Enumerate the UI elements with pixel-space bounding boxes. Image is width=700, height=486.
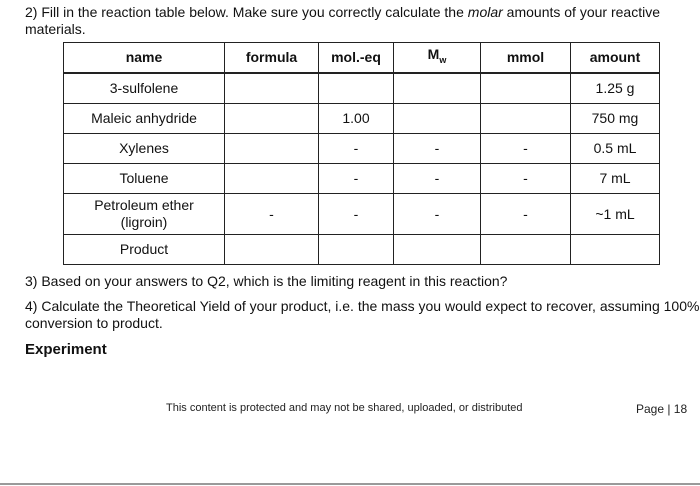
table-row <box>64 194 660 235</box>
question-2-text <box>25 4 695 38</box>
cell-mol-eq: - <box>319 134 394 164</box>
header-name: name <box>64 43 225 74</box>
cell-name: 3-sulfolene <box>64 73 225 104</box>
question-2-prefix: 2) Fill in the reaction table below. Make sure you correctly calculate the <box>25 4 468 20</box>
cell-amount: 750 mg <box>571 104 660 134</box>
cell-amount: 7 mL <box>571 164 660 194</box>
header-mol-eq: mol.-eq <box>319 43 394 74</box>
cell-mw: - <box>394 164 481 194</box>
cell-mmol <box>481 73 571 104</box>
cell-name-line-1: Petroleum ether <box>94 197 194 213</box>
reaction-table <box>63 42 660 265</box>
cell-formula <box>225 104 319 134</box>
cell-formula <box>225 134 319 164</box>
cell-formula <box>225 73 319 104</box>
cell-mw <box>394 235 481 265</box>
cell-amount: ~1 mL <box>571 194 660 235</box>
cell-name: Product <box>64 235 225 265</box>
cell-mmol <box>481 235 571 265</box>
cell-formula: - <box>225 194 319 235</box>
cell-name <box>64 194 225 235</box>
question-4-text: 4) Calculate the Theoretical Yield of your product, i.e. the mass you would expect to recover, assuming 100% conversion to product. <box>25 298 700 331</box>
header-mmol: mmol <box>481 43 571 74</box>
cell-mw: - <box>394 134 481 164</box>
cell-formula <box>225 164 319 194</box>
question-2-emphasis: molar <box>467 4 503 20</box>
cell-mw <box>394 104 481 134</box>
table-row <box>64 73 660 104</box>
question-2-suffix: amounts of your reactive materials. <box>25 4 660 37</box>
page-bottom-divider <box>0 483 700 485</box>
cell-formula <box>225 235 319 265</box>
footer-copyright-note: This content is protected and may not be shared, uploaded, or distributed <box>166 402 523 414</box>
cell-mmol: - <box>481 134 571 164</box>
cell-mol-eq <box>319 235 394 265</box>
cell-mol-eq: - <box>319 164 394 194</box>
page-number: Page | 18 <box>636 402 688 416</box>
header-amount: amount <box>571 43 660 74</box>
cell-mmol: - <box>481 194 571 235</box>
table-header-row <box>64 43 660 74</box>
table-row <box>64 134 660 164</box>
cell-mmol <box>481 104 571 134</box>
cell-mw: - <box>394 194 481 235</box>
cell-amount: 0.5 mL <box>571 134 660 164</box>
cell-amount <box>571 235 660 265</box>
table-row <box>64 235 660 265</box>
question-3-text: 3) Based on your answers to Q2, which is the limiting reagent in this reaction? <box>25 273 508 289</box>
cell-mol-eq <box>319 73 394 104</box>
cell-name: Xylenes <box>64 134 225 164</box>
header-mw-subscript: w <box>439 54 447 65</box>
table-row <box>64 104 660 134</box>
table-row <box>64 164 660 194</box>
header-formula: formula <box>225 43 319 74</box>
header-mw-main: M <box>427 46 440 63</box>
cell-name: Toluene <box>64 164 225 194</box>
cell-name: Maleic anhydride <box>64 104 225 134</box>
cell-name-line-2: (ligroin) <box>120 214 168 230</box>
header-molecular-weight <box>394 43 481 74</box>
cell-amount: 1.25 g <box>571 73 660 104</box>
cell-mmol: - <box>481 164 571 194</box>
experiment-heading: Experiment <box>25 341 107 358</box>
cell-mw <box>394 73 481 104</box>
cell-mol-eq: 1.00 <box>319 104 394 134</box>
cell-mol-eq: - <box>319 194 394 235</box>
